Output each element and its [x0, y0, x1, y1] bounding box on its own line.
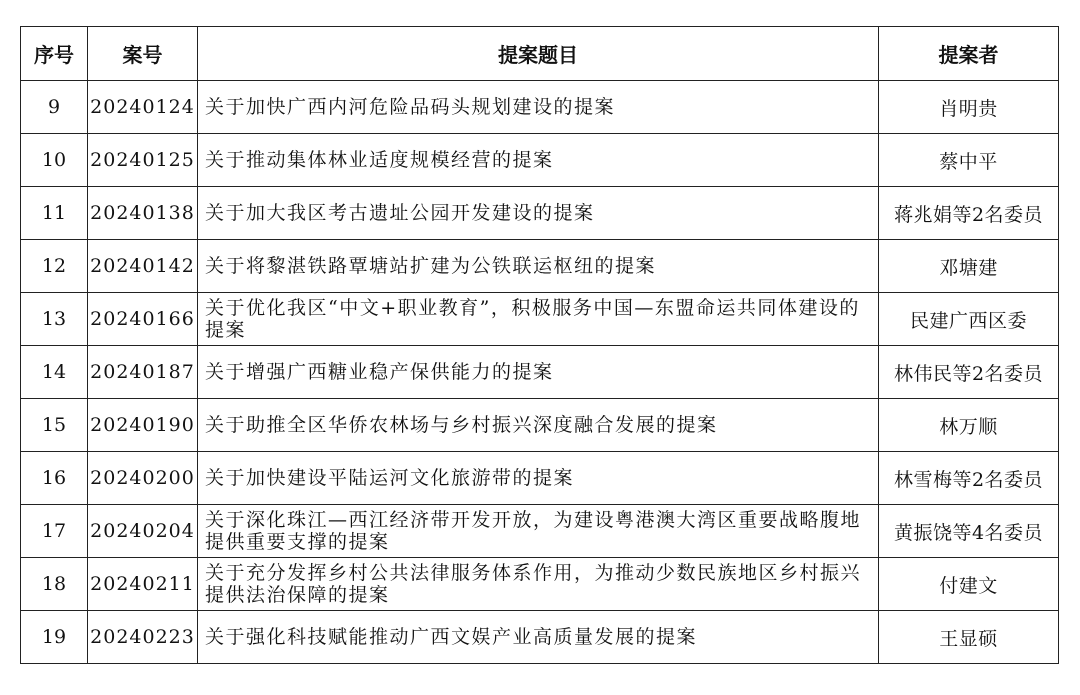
row-proposer: 王显硕: [879, 611, 1059, 664]
row-seq: 17: [21, 505, 88, 558]
table-row: [21, 346, 1059, 399]
row-case-number: 20240142: [88, 240, 198, 293]
table-row: [21, 81, 1059, 134]
row-proposal-title: 关于深化珠江—西江经济带开发开放，为建设粤港澳大湾区重要战略腹地提供重要支撑的提案: [198, 505, 879, 558]
row-proposer: 林雪梅等2名委员: [879, 452, 1059, 505]
table-row: [21, 187, 1059, 240]
table-row: [21, 611, 1059, 664]
row-case-number: 20240204: [88, 505, 198, 558]
row-proposer: 林伟民等2名委员: [879, 346, 1059, 399]
row-proposer: 林万顺: [879, 399, 1059, 452]
table-header-row: [21, 27, 1059, 81]
row-case-number: 20240124: [88, 81, 198, 134]
row-case-number: 20240211: [88, 558, 198, 611]
table-row: [21, 505, 1059, 558]
proposal-list-page: [20, 26, 1058, 664]
row-seq: 13: [21, 293, 88, 346]
row-proposer: 民建广西区委: [879, 293, 1059, 346]
row-proposer: 蒋兆娟等2名委员: [879, 187, 1059, 240]
row-proposer: 付建文: [879, 558, 1059, 611]
row-seq: 19: [21, 611, 88, 664]
header-case-number: 案号: [88, 27, 198, 81]
table-row: [21, 293, 1059, 346]
row-case-number: 20240200: [88, 452, 198, 505]
row-proposal-title: 关于将黎湛铁路覃塘站扩建为公铁联运枢纽的提案: [198, 240, 879, 293]
row-proposer: 蔡中平: [879, 134, 1059, 187]
proposal-table: [20, 26, 1059, 664]
row-case-number: 20240187: [88, 346, 198, 399]
header-proposal-title: 提案题目: [198, 27, 879, 81]
header-seq: 序号: [21, 27, 88, 81]
row-proposal-title: 关于充分发挥乡村公共法律服务体系作用，为推动少数民族地区乡村振兴提供法治保障的提案: [198, 558, 879, 611]
row-seq: 16: [21, 452, 88, 505]
row-proposal-title: 关于加快建设平陆运河文化旅游带的提案: [198, 452, 879, 505]
row-proposal-title: 关于强化科技赋能推动广西文娱产业高质量发展的提案: [198, 611, 879, 664]
table-row: [21, 452, 1059, 505]
table-row: [21, 134, 1059, 187]
row-proposal-title: 关于加快广西内河危险品码头规划建设的提案: [198, 81, 879, 134]
row-proposer: 邓塘建: [879, 240, 1059, 293]
row-case-number: 20240223: [88, 611, 198, 664]
row-proposal-title: 关于加大我区考古遗址公园开发建设的提案: [198, 187, 879, 240]
table-row: [21, 399, 1059, 452]
row-proposer: 肖明贵: [879, 81, 1059, 134]
row-proposal-title: 关于增强广西糖业稳产保供能力的提案: [198, 346, 879, 399]
table-row: [21, 558, 1059, 611]
row-seq: 10: [21, 134, 88, 187]
header-proposer: 提案者: [879, 27, 1059, 81]
row-seq: 11: [21, 187, 88, 240]
row-proposal-title: 关于助推全区华侨农林场与乡村振兴深度融合发展的提案: [198, 399, 879, 452]
row-proposer: 黄振饶等4名委员: [879, 505, 1059, 558]
row-case-number: 20240125: [88, 134, 198, 187]
table-row: [21, 240, 1059, 293]
row-seq: 15: [21, 399, 88, 452]
row-seq: 12: [21, 240, 88, 293]
row-case-number: 20240138: [88, 187, 198, 240]
row-proposal-title: 关于优化我区“中文+职业教育”，积极服务中国—东盟命运共同体建设的提案: [198, 293, 879, 346]
row-case-number: 20240190: [88, 399, 198, 452]
row-seq: 14: [21, 346, 88, 399]
row-proposal-title: 关于推动集体林业适度规模经营的提案: [198, 134, 879, 187]
row-case-number: 20240166: [88, 293, 198, 346]
row-seq: 18: [21, 558, 88, 611]
row-seq: 9: [21, 81, 88, 134]
